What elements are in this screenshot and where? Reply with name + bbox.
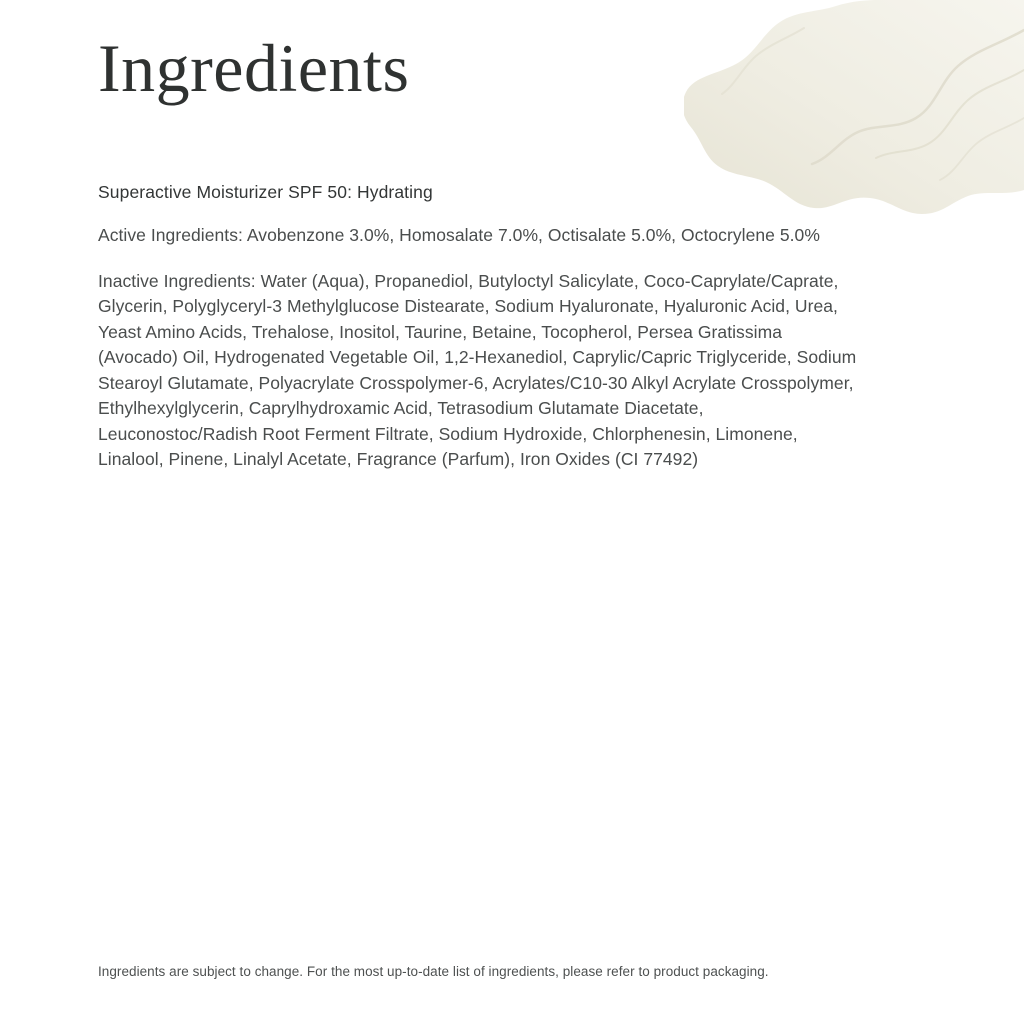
disclaimer-text: Ingredients are subject to change. For the most up-to-date list of ingredients, please refer to product packaging. xyxy=(98,963,769,979)
product-name: Superactive Moisturizer SPF 50: Hydrating xyxy=(98,182,433,202)
page-title: Ingredients xyxy=(98,30,410,106)
ingredients-content xyxy=(98,180,878,493)
inactive-ingredients-text: Inactive Ingredients: Water (Aqua), Propanediol, Butyloctyl Salicylate, Coco-Caprylate/Caprate, Glycerin, Polyglyceryl-3 Methylglucose Distearate, Sodium Hyaluronate, Hyaluronic Acid, Urea, Yeast Amino Acids, Trehalose, Inositol, Taurine, Betaine, Tocopherol, Persea Gratissima (Avocado) Oil, Hydrogenated Vegetable Oil, 1,2-Hexanediol, Caprylic/Capric Triglyceride, Sodium Stearoyl Glutamate, Polyacrylate Crosspolymer-6, Acrylates/C10-30 Alkyl Acrylate Crosspolymer, Ethylhexylglycerin, Caprylhydroxamic Acid, Tetrasodium Glutamate Diacetate, Leuconostoc/Radish Root Ferment Filtrate, Sodium Hydroxide, Chlorphenesin, Limonene, Linalool, Pinene, Linalyl Acetate, Fragrance (Parfum), Iron Oxides (CI 77492) xyxy=(98,270,857,470)
active-ingredients-text: Active Ingredients: Avobenzone 3.0%, Homosalate 7.0%, Octisalate 5.0%, Octocrylene 5.0% xyxy=(98,225,820,246)
